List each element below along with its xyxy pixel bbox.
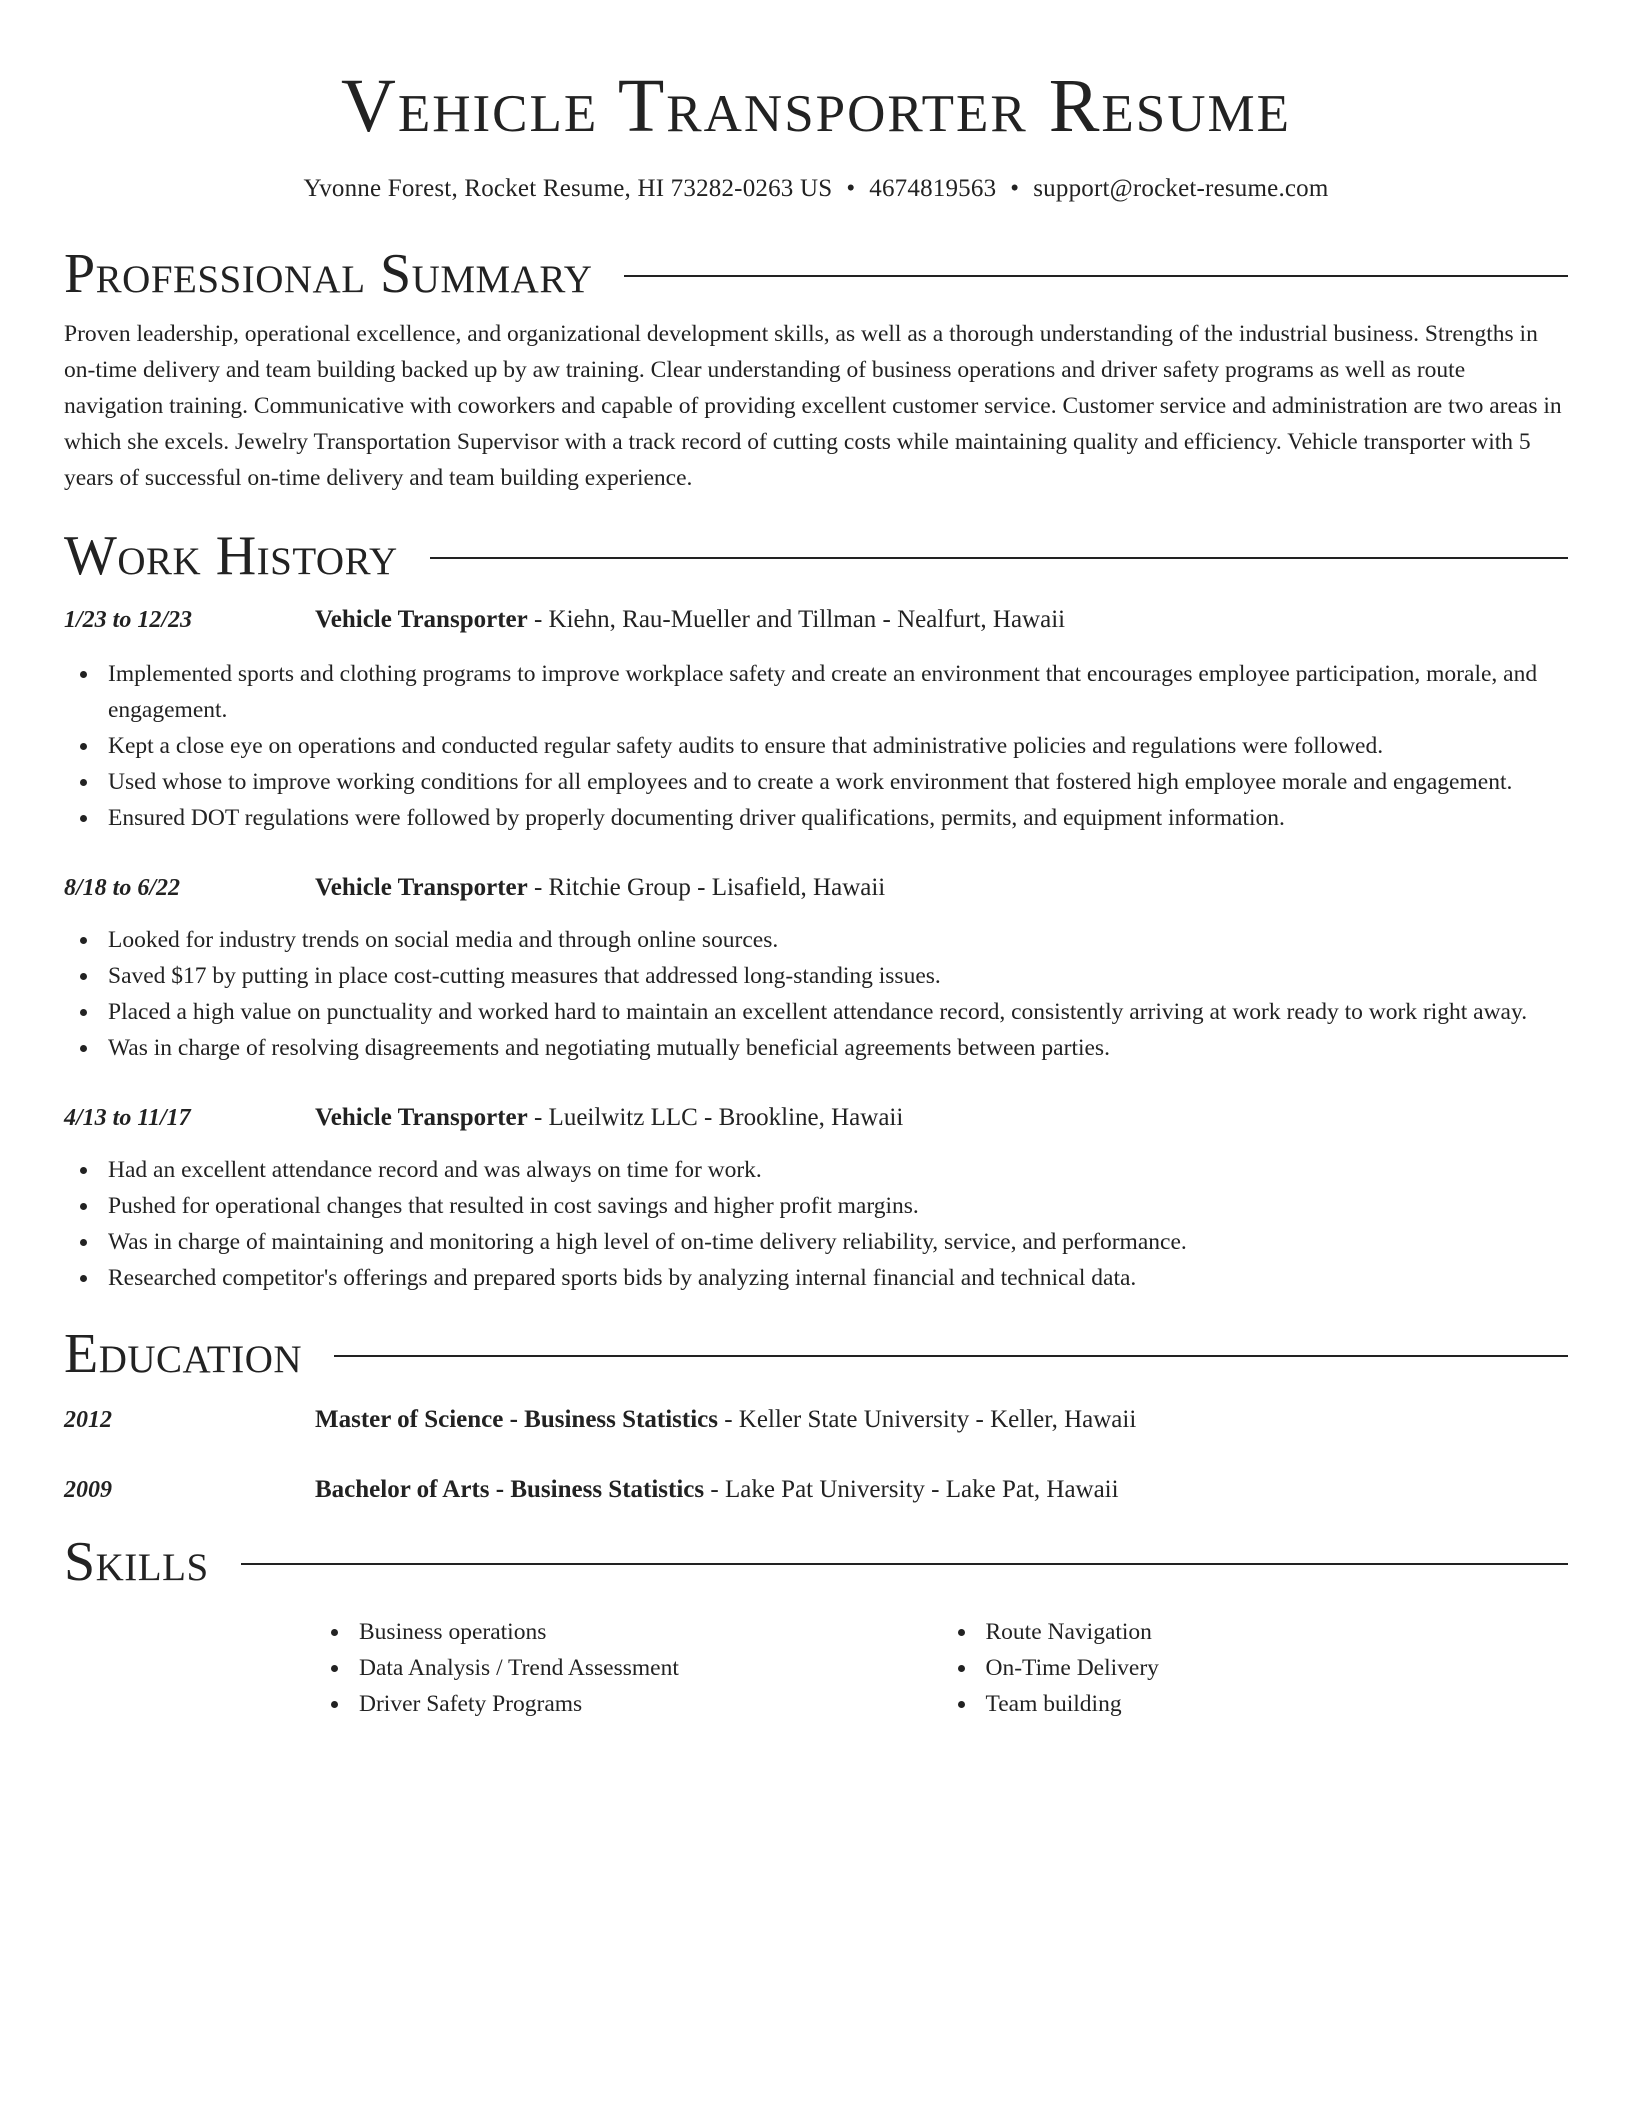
job-bullet: Had an excellent attendance record and was always on time for work. — [108, 1152, 1568, 1188]
job-bullet: Was in charge of resolving disagreements and negotiating mutually beneficial agreements between parties. — [108, 1030, 1568, 1066]
skill-item: Route Navigation — [986, 1614, 1569, 1650]
education-entry — [64, 1472, 1568, 1508]
education-details: - Lake Pat University - Lake Pat, Hawaii — [704, 1476, 1119, 1503]
job-bullet: Kept a close eye on operations and conducted regular safety audits to ensure that administrative policies and regulations were followed. — [108, 728, 1568, 764]
skill-item: Team building — [986, 1686, 1569, 1722]
skills-heading: Skills — [64, 1531, 209, 1593]
contact-separator: • — [846, 175, 856, 202]
job-title: Vehicle Transporter — [315, 874, 528, 901]
resume-title: Vehicle Transporter Resume — [340, 64, 1292, 148]
skill-item: Business operations — [359, 1614, 942, 1650]
job-bullet: Looked for industry trends on social media and through online sources. — [108, 922, 1568, 958]
job-dates: 8/18 to 6/22 — [64, 875, 181, 901]
skill-item: Data Analysis / Trend Assessment — [359, 1650, 942, 1686]
job-bullets — [64, 1152, 1568, 1296]
job-entry — [64, 1100, 1568, 1296]
job-header — [64, 602, 1568, 638]
job-header — [64, 1100, 1568, 1136]
contact-email: support@rocket-resume.com — [1033, 175, 1329, 202]
job-bullet: Implemented sports and clothing programs to improve workplace safety and create an environment that encourages employee participation, morale, and engagement. — [108, 656, 1568, 728]
job-bullets — [64, 656, 1568, 836]
job-entry — [64, 602, 1568, 836]
job-bullets — [64, 922, 1568, 1066]
job-bullet: Saved $17 by putting in place cost-cutting measures that addressed long-standing issues. — [108, 958, 1568, 994]
summary-section-header — [64, 242, 1568, 306]
job-bullet: Pushed for operational changes that resulted in cost savings and higher profit margins. — [108, 1188, 1568, 1224]
job-bullet: Used whose to improve working conditions for all employees and to create a work environment that fostered high employee morale and engagement. — [108, 764, 1568, 800]
job-bullet: Ensured DOT regulations were followed by properly documenting driver qualifications, permits, and equipment information. — [108, 800, 1568, 836]
work-heading: Work History — [64, 525, 398, 587]
job-title: Vehicle Transporter — [315, 606, 528, 633]
work-section-header — [64, 524, 1568, 588]
section-divider — [241, 1563, 1568, 1565]
resume-page — [64, 0, 1568, 1722]
skill-item: On-Time Delivery — [986, 1650, 1569, 1686]
contact-phone: 4674819563 — [869, 175, 997, 202]
job-details: - Kiehn, Rau-Mueller and Tillman - Nealfurt, Hawaii — [527, 606, 1066, 633]
job-header — [64, 870, 1568, 906]
contact-line — [64, 174, 1568, 204]
job-details: - Ritchie Group - Lisafield, Hawaii — [527, 874, 886, 901]
skills-section-header — [64, 1530, 1568, 1594]
skills-column-right — [942, 1614, 1569, 1722]
job-dates: 4/13 to 11/17 — [64, 1105, 191, 1131]
summary-text: Proven leadership, operational excellence, and organizational development skills, as well as a thorough understanding of the industrial business. Strengths in on-time delivery and team building backed up by aw training. Clear understanding of business operations and driver safety programs as well as route navigation training. Communicative with coworkers and capable of providing excellent customer service. Customer service and administration are two areas in which she excels. Jewelry Transportation Supervisor with a track record of cutting costs while maintaining quality and efficiency. Vehicle transporter with 5 years of successful on-time delivery and team building experience. — [64, 321, 1562, 491]
education-year: 2009 — [64, 1477, 112, 1503]
section-divider — [624, 275, 1568, 277]
education-year: 2012 — [64, 1407, 112, 1433]
skills-column-left — [315, 1614, 942, 1722]
job-entry — [64, 870, 1568, 1066]
education-heading: Education — [64, 1323, 303, 1385]
job-role — [315, 870, 885, 906]
job-bullet: Placed a high value on punctuality and worked hard to maintain an excellent attendance record, consistently arriving at work ready to work right away. — [108, 994, 1568, 1030]
education-section-header — [64, 1322, 1568, 1386]
contact-separator: • — [1010, 175, 1020, 202]
contact-address: Yvonne Forest, Rocket Resume, HI 73282-0263 US — [303, 175, 833, 202]
education-degree: Master of Science - Business Statistics — [315, 1406, 718, 1433]
job-details: - Lueilwitz LLC - Brookline, Hawaii — [527, 1104, 904, 1131]
summary-heading: Professional Summary — [64, 243, 593, 305]
job-bullet: Was in charge of maintaining and monitoring a high level of on-time delivery reliability, service, and performance. — [108, 1224, 1568, 1260]
education-degree-line — [315, 1472, 1119, 1508]
skills-list — [315, 1614, 1568, 1722]
job-bullet: Researched competitor's offerings and prepared sports bids by analyzing internal financial and technical data. — [108, 1260, 1568, 1296]
education-details: - Keller State University - Keller, Hawaii — [717, 1406, 1137, 1433]
job-dates: 1/23 to 12/23 — [64, 607, 193, 633]
section-divider — [430, 557, 1568, 559]
section-divider — [334, 1355, 1568, 1357]
education-entry — [64, 1402, 1568, 1438]
education-degree: Bachelor of Arts - Business Statistics — [315, 1476, 705, 1503]
job-role — [315, 602, 1065, 638]
skill-item: Driver Safety Programs — [359, 1686, 942, 1722]
job-title: Vehicle Transporter — [315, 1104, 528, 1131]
job-role — [315, 1100, 903, 1136]
education-degree-line — [315, 1402, 1136, 1438]
